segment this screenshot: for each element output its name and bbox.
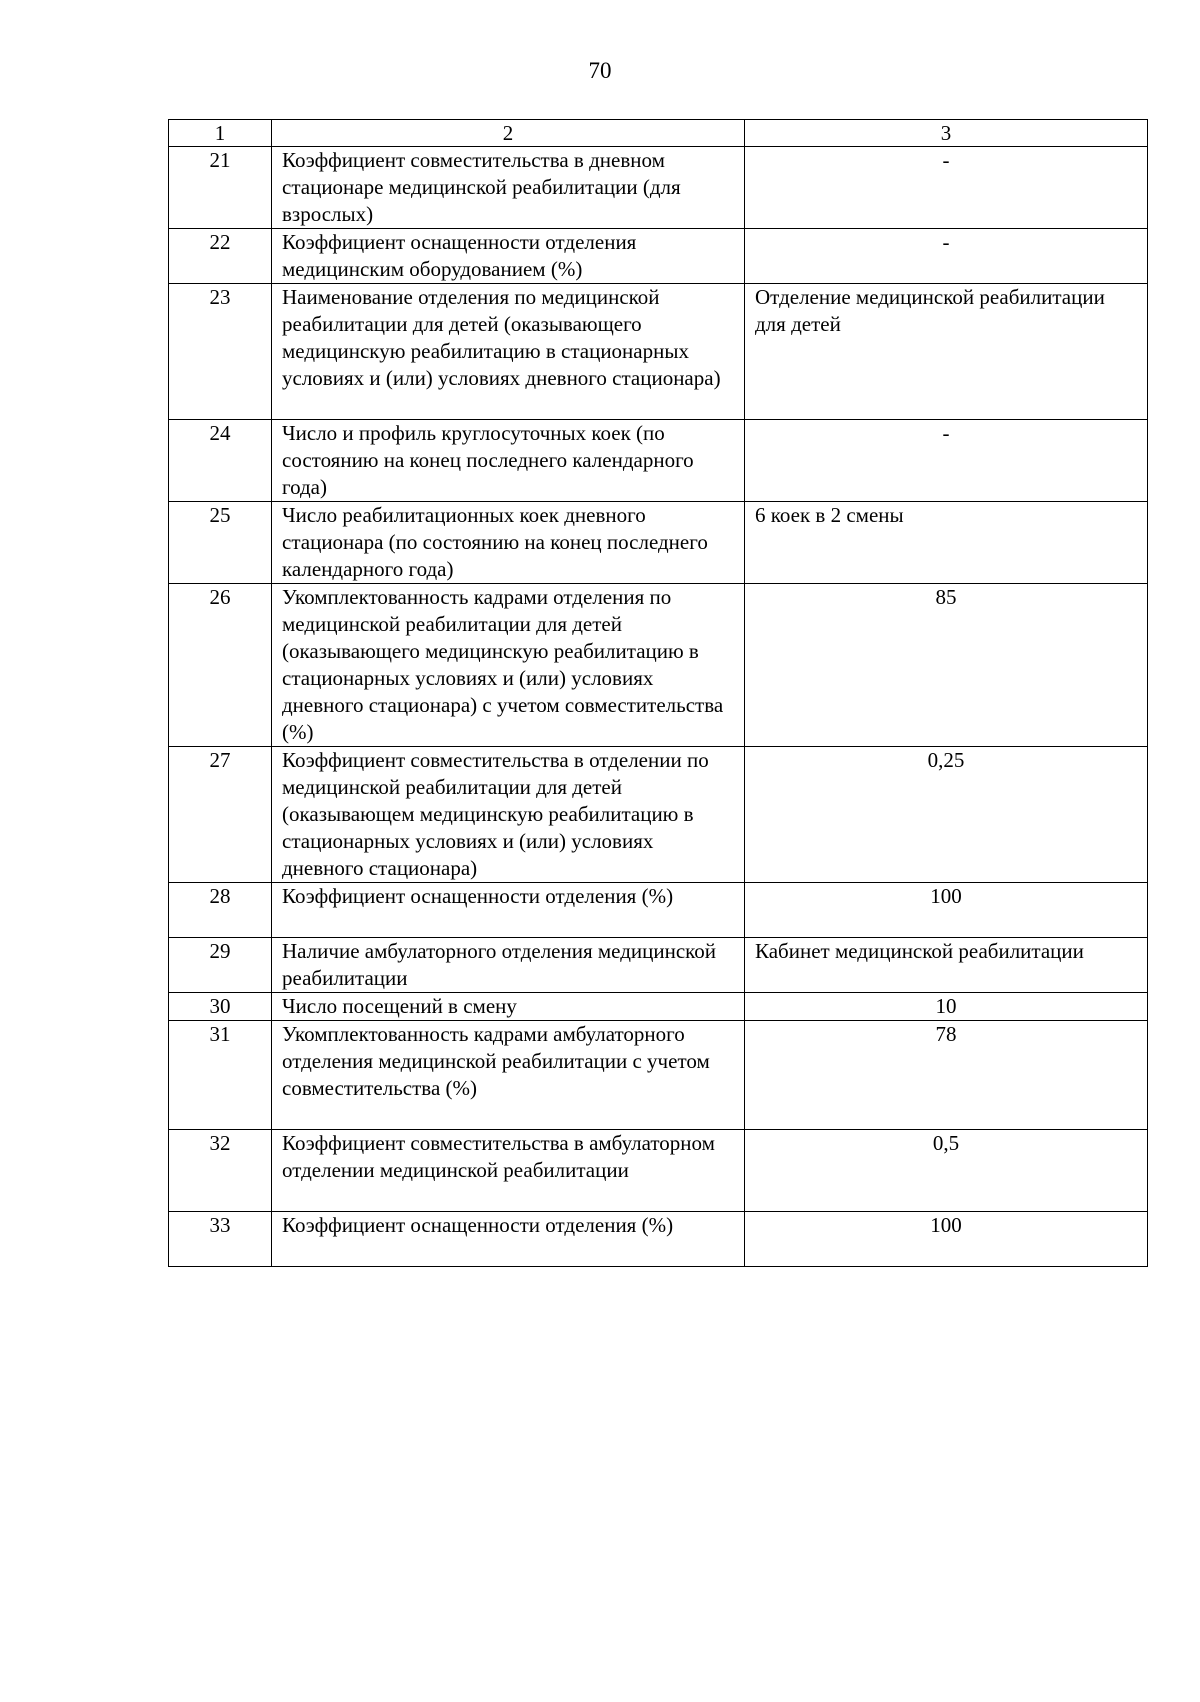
row-number: 31 [169, 1021, 272, 1130]
table-row [169, 147, 1148, 229]
indicator-value: - [745, 229, 1148, 284]
indicator-value: 85 [745, 584, 1148, 747]
indicator-value: 0,25 [745, 747, 1148, 883]
table-row [169, 584, 1148, 747]
indicator-value: 10 [745, 993, 1148, 1021]
row-number: 33 [169, 1212, 272, 1267]
indicator-name: Коэффициент оснащенности отделения медицинским оборудованием (%) [272, 229, 745, 284]
indicator-value: 6 коек в 2 смены [745, 502, 1148, 584]
row-number: 32 [169, 1130, 272, 1212]
table-row [169, 1021, 1148, 1130]
page-number: 70 [588, 58, 612, 83]
indicator-name: Число посещений в смену [272, 993, 745, 1021]
indicator-name: Коэффициент оснащенности отделения (%) [272, 883, 745, 938]
row-number: 21 [169, 147, 272, 229]
table-row [169, 284, 1148, 420]
indicator-value: - [745, 420, 1148, 502]
row-number: 23 [169, 284, 272, 420]
indicator-name: Укомплектованность кадрами отделения по медицинской реабилитации для детей (оказывающего медицинскую реабилитацию в стационарных условиях и (или) условиях дневного стационара) с учетом совместительства (%) [272, 584, 745, 747]
indicator-name: Число и профиль круглосуточных коек (по состоянию на конец последнего календарного года) [272, 420, 745, 502]
row-number: 24 [169, 420, 272, 502]
indicator-name: Коэффициент совместительства в отделении по медицинской реабилитации для детей (оказывающем медицинскую реабилитацию в стационарных условиях и (или) условиях дневного стационара) [272, 747, 745, 883]
row-number: 30 [169, 993, 272, 1021]
indicator-name: Коэффициент совместительства в амбулаторном отделении медицинской реабилитации [272, 1130, 745, 1212]
table-row [169, 883, 1148, 938]
indicator-value: 0,5 [745, 1130, 1148, 1212]
row-number: 27 [169, 747, 272, 883]
header-cell-1: 1 [169, 120, 272, 147]
row-number: 25 [169, 502, 272, 584]
row-number: 29 [169, 938, 272, 993]
header-cell-3: 3 [745, 120, 1148, 147]
table-row [169, 420, 1148, 502]
table-row [169, 993, 1148, 1021]
table-row [169, 1130, 1148, 1212]
indicator-value: Отделение медицинской реабилитации для детей [745, 284, 1148, 420]
header-cell-2: 2 [272, 120, 745, 147]
table-row [169, 229, 1148, 284]
table-header-row [169, 120, 1148, 147]
indicator-value: 100 [745, 883, 1148, 938]
indicator-name: Число реабилитационных коек дневного стационара (по состоянию на конец последнего календарного года) [272, 502, 745, 584]
row-number: 22 [169, 229, 272, 284]
indicator-name: Коэффициент совместительства в дневном стационаре медицинской реабилитации (для взрослых) [272, 147, 745, 229]
indicator-name: Наличие амбулаторного отделения медицинской реабилитации [272, 938, 745, 993]
indicator-value: 100 [745, 1212, 1148, 1267]
indicator-name: Наименование отделения по медицинской реабилитации для детей (оказывающего медицинскую реабилитацию в стационарных условиях и (или) условиях дневного стационара) [272, 284, 745, 420]
row-number: 28 [169, 883, 272, 938]
indicator-value: 78 [745, 1021, 1148, 1130]
table-row [169, 938, 1148, 993]
table-row [169, 502, 1148, 584]
indicator-value: - [745, 147, 1148, 229]
row-number: 26 [169, 584, 272, 747]
indicator-name: Укомплектованность кадрами амбулаторного отделения медицинской реабилитации с учетом совместительства (%) [272, 1021, 745, 1130]
indicator-value: Кабинет медицинской реабилитации [745, 938, 1148, 993]
indicator-name: Коэффициент оснащенности отделения (%) [272, 1212, 745, 1267]
data-table [168, 119, 1148, 1267]
table-row [169, 747, 1148, 883]
table-row [169, 1212, 1148, 1267]
